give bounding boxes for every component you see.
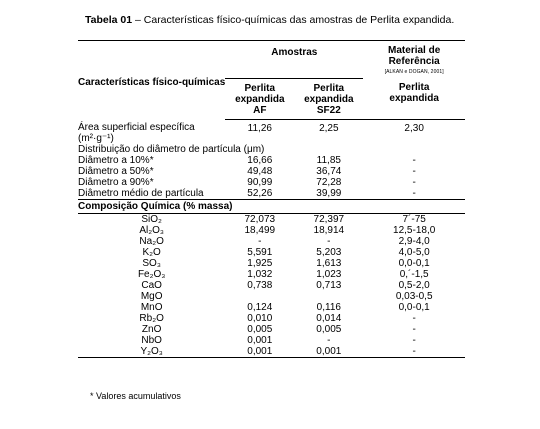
composition-sf22: 5,203 — [316, 247, 342, 258]
composition-sf22: 0,713 — [316, 280, 342, 291]
composition-ref: 0,5-2,0 — [398, 280, 430, 291]
row-d10-ref: - — [412, 155, 416, 166]
row-dmed-ref: - — [412, 188, 416, 199]
row-dmed-label: Diâmetro médio de partícula — [78, 188, 204, 199]
composition-af: 18,499 — [244, 225, 276, 236]
composition-af: 72,073 — [244, 214, 276, 225]
table-caption — [85, 14, 465, 26]
composition-sf22: 0,001 — [316, 346, 342, 357]
composition-oxide: Y₂O₃ — [140, 346, 163, 357]
composition-sf22: 1,023 — [316, 269, 342, 280]
composition-row — [78, 225, 465, 236]
row-d90-ref: - — [412, 177, 416, 188]
composition-sf22: 0,014 — [316, 313, 342, 324]
header-col-af: Perlita expandida AF — [225, 78, 294, 119]
composition-row — [78, 335, 465, 346]
row-d50-sf22: 36,74 — [316, 166, 342, 177]
composition-row — [78, 269, 465, 280]
composition-oxide: Fe₂O₃ — [137, 269, 166, 280]
composition-af: 0,001 — [247, 335, 273, 346]
composition-af — [225, 291, 294, 302]
composition-oxide: Rb₂O — [139, 313, 164, 324]
composition-af: 0,001 — [247, 346, 273, 357]
composition-af: - — [258, 236, 262, 247]
row-d50-af: 49,48 — [247, 166, 273, 177]
header-row-1 — [78, 41, 465, 79]
footnote: * Valores acumulativos — [90, 391, 181, 401]
composition-header-row — [78, 200, 465, 214]
composition-oxide: MnO — [140, 302, 163, 313]
composition-oxide: K₂O — [142, 247, 161, 258]
row-area-sf22: 2,25 — [319, 122, 339, 134]
composition-af: 1,032 — [247, 269, 273, 280]
composition-ref: - — [412, 324, 416, 335]
row-d10-sf22: 11,85 — [316, 155, 341, 166]
composition-row — [78, 214, 465, 226]
composition-oxide: CaO — [141, 280, 162, 291]
composition-sf22: 1,613 — [316, 258, 342, 269]
composition-oxide: MgO — [140, 291, 163, 302]
header-col-sf22: Perlita expandida SF22 — [294, 78, 363, 119]
row-area-ref: 2,30 — [404, 122, 424, 134]
row-dist-label: Distribuição do diâmetro de partícula (μm) — [78, 144, 265, 155]
composition-row — [78, 247, 465, 258]
row-d90-af: 90,99 — [247, 177, 273, 188]
composition-oxide: ZnO — [141, 324, 162, 335]
row-d10-af: 16,66 — [247, 155, 273, 166]
composition-sf22: - — [327, 335, 331, 346]
row-area — [78, 119, 465, 144]
header-amostras: Amostras — [225, 41, 363, 79]
composition-row — [78, 324, 465, 335]
composition-ref: - — [412, 335, 416, 346]
row-area-af: 11,26 — [247, 122, 272, 134]
composition-row — [78, 313, 465, 324]
composition-row — [78, 302, 465, 313]
composition-oxide: SiO₂ — [141, 214, 162, 225]
composition-row — [78, 236, 465, 247]
composition-sf22 — [294, 291, 363, 302]
composition-sf22: 18,914 — [313, 225, 345, 236]
composition-af: 5,591 — [247, 247, 273, 258]
composition-ref: 2,9-4,0 — [398, 236, 430, 247]
composition-sf22: - — [327, 236, 331, 247]
composition-oxide: Al₂O₃ — [139, 225, 164, 236]
composition-af: 1,925 — [247, 258, 273, 269]
row-d90-label: Diâmetro a 90%* — [78, 177, 154, 188]
composition-ref: 0,0-0,1 — [398, 258, 430, 269]
row-d10 — [78, 155, 465, 166]
composition-af: 0,738 — [247, 280, 273, 291]
row-dmed — [78, 188, 465, 200]
composition-oxide: SO₃ — [142, 258, 161, 269]
row-d50 — [78, 166, 465, 177]
caption-text: – Características físico-químicas das amostras de Perlita expandida. — [132, 14, 455, 26]
row-d90-sf22: 72,28 — [316, 177, 342, 188]
composition-af: 0,010 — [247, 313, 273, 324]
properties-table — [78, 40, 465, 358]
composition-row — [78, 346, 465, 358]
header-material-ref-source: [ALKAN e DOGAN, 2001] — [384, 69, 444, 75]
row-d10-label: Diâmetro a 10%* — [78, 155, 154, 166]
composition-ref: 12,5-18,0 — [393, 225, 436, 236]
composition-oxide: Na₂O — [139, 236, 164, 247]
composition-ref: 0,0-0,1 — [398, 302, 430, 313]
row-dist — [78, 144, 465, 155]
row-dmed-sf22: 39,99 — [316, 188, 342, 199]
composition-row — [78, 258, 465, 269]
composition-ref: 0,03-0,5 — [395, 291, 433, 302]
composition-row — [78, 291, 465, 302]
header-row-label: Características físico-químicas — [78, 41, 225, 120]
row-d50-ref: - — [412, 166, 416, 177]
composition-af: 0,124 — [247, 302, 273, 313]
row-d50-label: Diâmetro a 50%* — [78, 166, 154, 177]
composition-sf22: 72,397 — [313, 214, 345, 225]
composition-ref: 4,0-5,0 — [398, 247, 430, 258]
composition-oxide: NbO — [141, 335, 162, 346]
composition-row — [78, 280, 465, 291]
header-material-ref: Material de Referência [ALKAN e DOGAN, 2001] — [363, 41, 465, 79]
composition-af: 0,005 — [247, 324, 273, 335]
composition-ref: 7´-75 — [402, 214, 426, 225]
caption-label: Tabela 01 — [85, 14, 133, 26]
composition-sf22: 0,005 — [316, 324, 342, 335]
composition-title: Composição Química (% massa) — [78, 200, 465, 214]
composition-ref: - — [412, 313, 416, 324]
row-dmed-af: 52,26 — [247, 188, 273, 199]
composition-sf22: 0,116 — [316, 302, 341, 313]
header-col-ref: Perlita expandida — [363, 78, 465, 119]
row-d90 — [78, 177, 465, 188]
composition-ref: 0,´-1,5 — [399, 269, 429, 280]
row-area-label: Área superficial específica (m²·g⁻¹) — [78, 122, 195, 144]
composition-ref: - — [412, 346, 416, 357]
